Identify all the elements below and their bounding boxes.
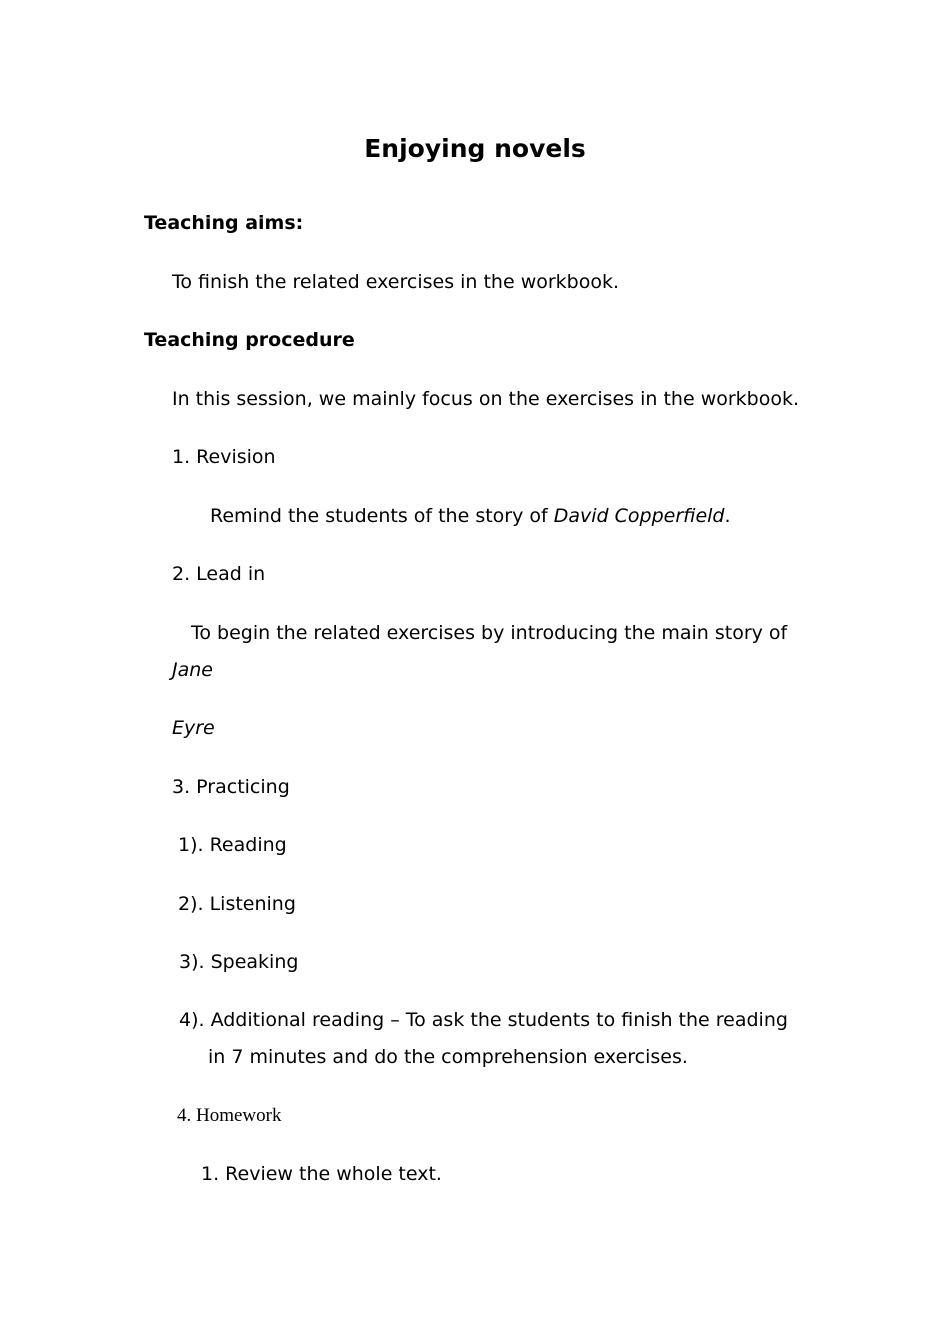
aims-text: To finish the related exercises in the workbook.	[172, 271, 620, 293]
step1-text-italic: David Copperfield	[553, 505, 725, 527]
step3-item-additional-reading: 4). Additional reading – To ask the students to finish the reading	[179, 1009, 788, 1031]
document-title: Enjoying novels	[364, 134, 586, 163]
step1-text-after: .	[724, 505, 731, 527]
step2-italic-jane-text: Jane	[172, 659, 213, 681]
step4-title: 4. Homework	[177, 1105, 282, 1126]
step4-item-review: 1. Review the whole text.	[201, 1163, 442, 1185]
step2-italic-jane	[172, 658, 213, 682]
procedure-intro: In this session, we mainly focus on the exercises in the workbook.	[172, 388, 800, 410]
step1-text	[210, 504, 731, 528]
step3-title: 3. Practicing	[172, 776, 290, 798]
step2-italic-eyre-text: Eyre	[172, 717, 215, 739]
step3-item-speaking: 3). Speaking	[179, 951, 299, 973]
step1-title: 1. Revision	[172, 446, 276, 468]
step2-text: To begin the related exercises by introducing the main story of	[191, 622, 788, 644]
step3-item-reading: 1). Reading	[178, 834, 287, 856]
step3-item-additional-reading-cont: in 7 minutes and do the comprehension exercises.	[208, 1046, 688, 1068]
step2-italic-eyre	[172, 716, 215, 740]
step2-title: 2. Lead in	[172, 563, 266, 585]
step3-item-listening: 2). Listening	[178, 893, 296, 915]
step1-text-before: Remind the students of the story of	[210, 505, 554, 527]
aims-heading: Teaching aims:	[144, 212, 304, 234]
procedure-heading: Teaching procedure	[144, 329, 355, 351]
